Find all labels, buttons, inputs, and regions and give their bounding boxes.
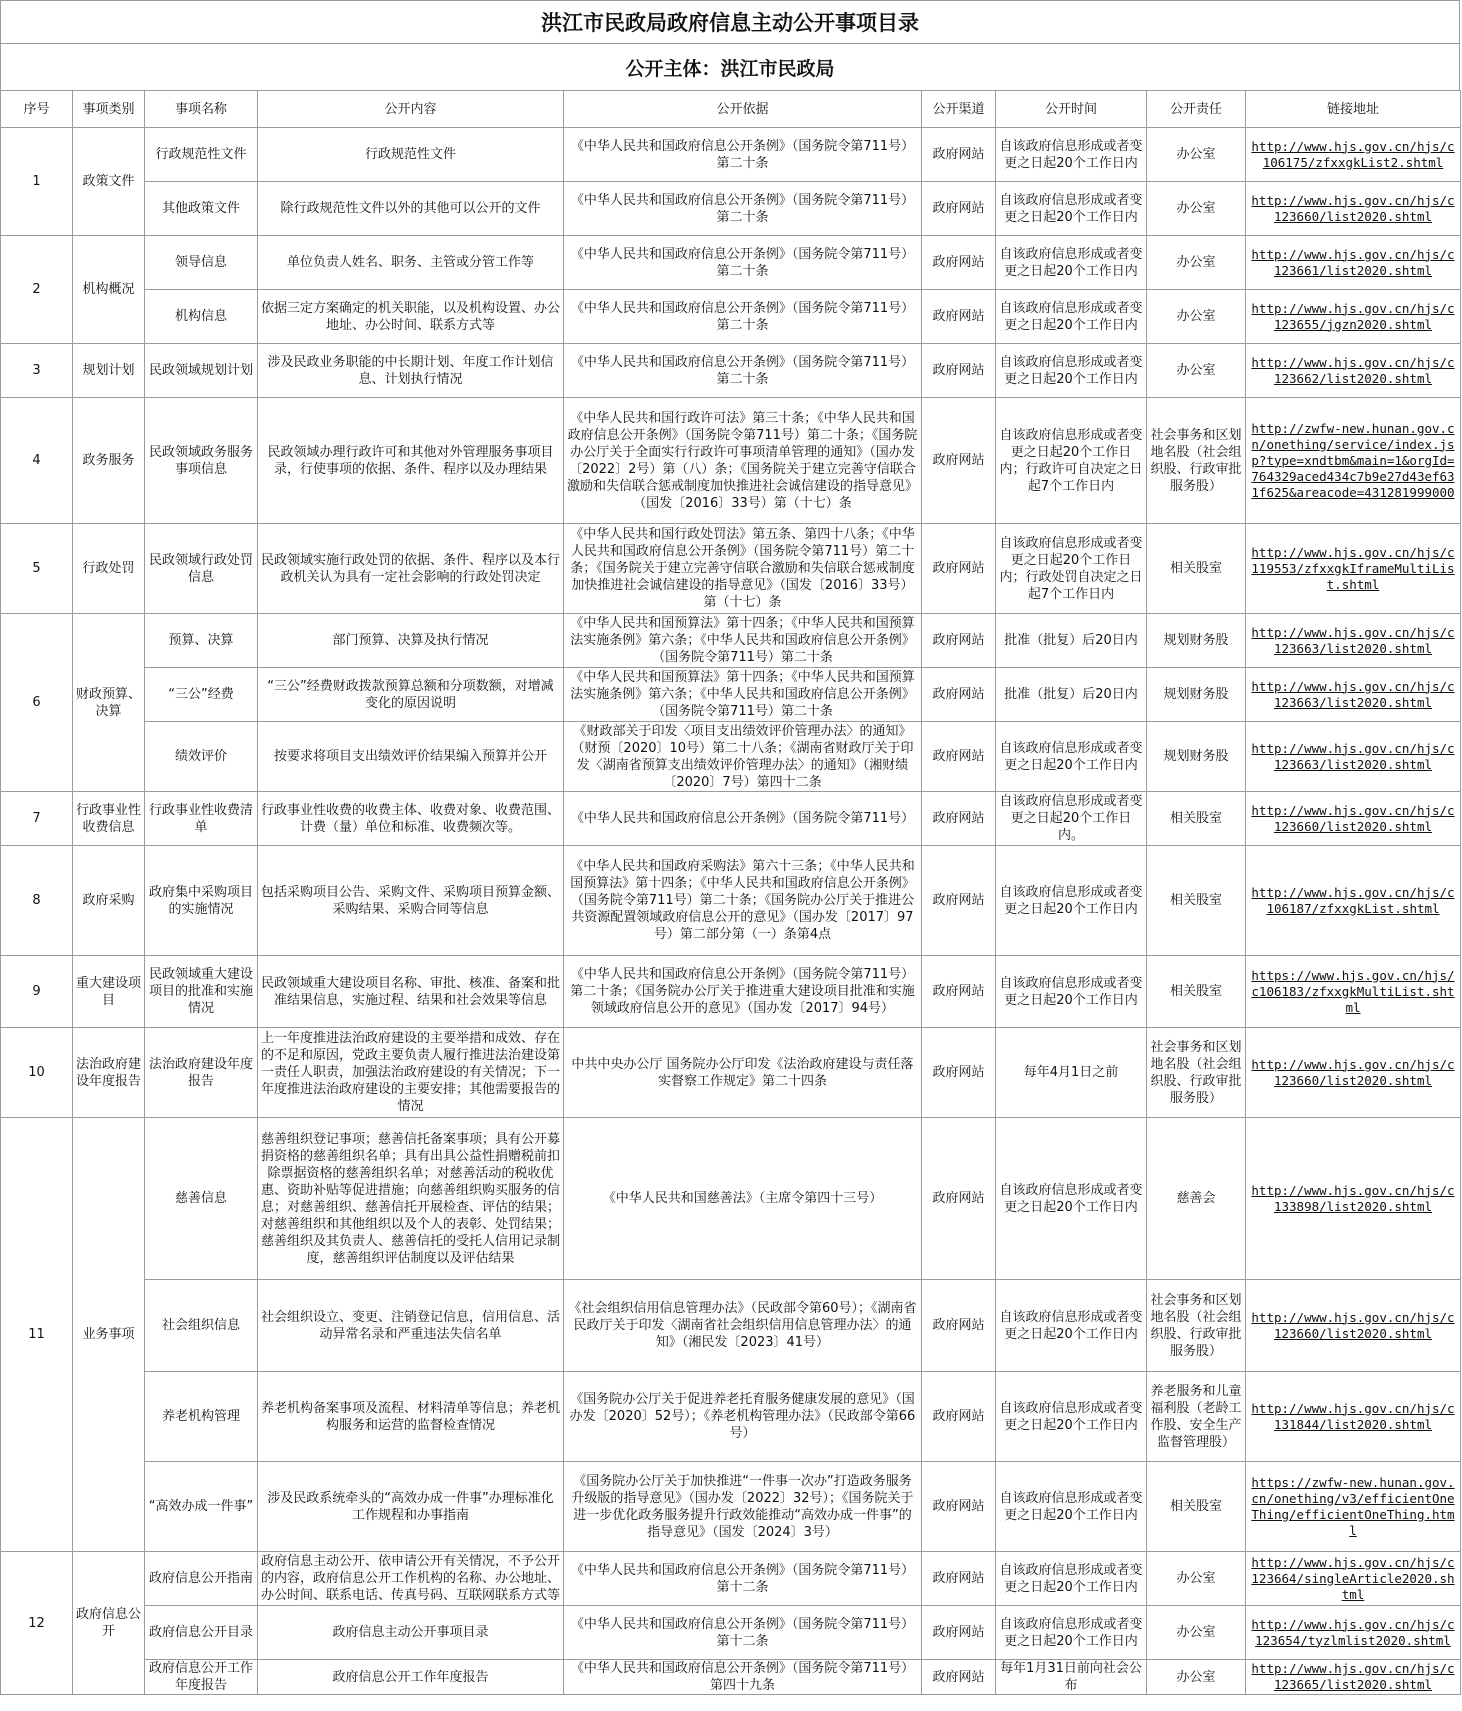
item-basis: 《中华人民共和国政府采购法》第六十三条；《中华人民共和国预算法》第十四条；《中华人民共和国政府信息公开条例》（国务院令第711号）第二十条；《国务院办公厅关于推进公共资源配置领域政府信息公开的意见》（国办发〔2017〕97号）第二部分第（一）条第4点 bbox=[564, 846, 922, 956]
header-duty: 公开责任 bbox=[1147, 91, 1246, 128]
item-link[interactable]: http://www.hjs.gov.cn/hjs/c123663/list2020.shtml bbox=[1246, 668, 1461, 722]
table-row bbox=[1, 614, 1461, 668]
item-channel: 政府网站 bbox=[922, 1118, 996, 1280]
item-category: 政策文件 bbox=[73, 128, 145, 236]
item-link[interactable]: http://www.hjs.gov.cn/hjs/c119553/zfxxgkIframeMultiList.shtml bbox=[1246, 524, 1461, 614]
item-name: 绩效评价 bbox=[145, 722, 258, 792]
item-duty: 办公室 bbox=[1147, 236, 1246, 290]
item-name: 社会组织信息 bbox=[145, 1280, 258, 1372]
item-channel: 政府网站 bbox=[922, 1462, 996, 1552]
item-channel: 政府网站 bbox=[922, 524, 996, 614]
item-name: 民政领域政务服务事项信息 bbox=[145, 398, 258, 524]
item-time: 自该政府信息形成或者变更之日起20个工作日内 bbox=[996, 1462, 1147, 1552]
item-link[interactable]: http://www.hjs.gov.cn/hjs/c123663/list2020.shtml bbox=[1246, 614, 1461, 668]
item-basis: 《社会组织信用信息管理办法》（民政部令第60号）；《湖南省民政厅关于印发〈湖南省社会组织信用信息管理办法〉的通知》（湘民发〔2023〕41号） bbox=[564, 1280, 922, 1372]
item-name: “三公”经费 bbox=[145, 668, 258, 722]
row-number: 2 bbox=[1, 236, 73, 344]
item-content: 涉及民政系统牵头的“高效办成一件事”办理标准化工作规程和办事指南 bbox=[258, 1462, 564, 1552]
item-time: 自该政府信息形成或者变更之日起20个工作日内 bbox=[996, 1118, 1147, 1280]
item-basis: 《中华人民共和国政府信息公开条例》（国务院令第711号）第十二条 bbox=[564, 1606, 922, 1660]
item-link[interactable]: http://www.hjs.gov.cn/hjs/c123660/list2020.shtml bbox=[1246, 1028, 1461, 1118]
item-duty: 社会事务和区划地名股（社会组织股、行政审批服务股） bbox=[1147, 398, 1246, 524]
item-name: 机构信息 bbox=[145, 290, 258, 344]
table-row bbox=[1, 1372, 1461, 1462]
item-basis: 《中华人民共和国预算法》第十四条；《中华人民共和国预算法实施条例》第六条；《中华人民共和国政府信息公开条例》（国务院令第711号）第二十条 bbox=[564, 614, 922, 668]
item-channel: 政府网站 bbox=[922, 1606, 996, 1660]
item-duty: 相关股室 bbox=[1147, 1462, 1246, 1552]
item-basis: 《中华人民共和国政府信息公开条例》（国务院令第711号）第二十条 bbox=[564, 182, 922, 236]
item-category: 政府采购 bbox=[73, 846, 145, 956]
item-content: 慈善组织登记事项；慈善信托备案事项；具有公开募捐资格的慈善组织名单；具有出具公益性捐赠税前扣除票据资格的慈善组织名单；对慈善活动的税收优惠、资助补贴等促进措施；向慈善组织购买服务的信息；对慈善组织、慈善信托开展检查、评估的结果；对慈善组织和其他组织以及个人的表彰、处罚结果；慈善组织及其负责人、慈善信托的受托人信用记录制度，慈善组织评估制度以及评估结果 bbox=[258, 1118, 564, 1280]
item-link[interactable]: http://www.hjs.gov.cn/hjs/c106175/zfxxgkList2.shtml bbox=[1246, 128, 1461, 182]
table-row bbox=[1, 1118, 1461, 1280]
item-channel: 政府网站 bbox=[922, 182, 996, 236]
item-basis: 中共中央办公厅 国务院办公厅印发《法治政府建设与责任落实督察工作规定》第二十四条 bbox=[564, 1028, 922, 1118]
item-category: 重大建设项目 bbox=[73, 956, 145, 1028]
item-link[interactable]: http://www.hjs.gov.cn/hjs/c123655/jgzn2020.shtml bbox=[1246, 290, 1461, 344]
item-time: 自该政府信息形成或者变更之日起20个工作日内 bbox=[996, 1552, 1147, 1606]
header-channel: 公开渠道 bbox=[922, 91, 996, 128]
item-duty: 办公室 bbox=[1147, 1606, 1246, 1660]
item-channel: 政府网站 bbox=[922, 846, 996, 956]
item-category: 规划计划 bbox=[73, 344, 145, 398]
item-time: 自该政府信息形成或者变更之日起20个工作日内 bbox=[996, 344, 1147, 398]
row-number: 10 bbox=[1, 1028, 73, 1118]
item-basis: 《中华人民共和国政府信息公开条例》（国务院令第711号）第四十九条 bbox=[564, 1660, 922, 1695]
item-basis: 《中华人民共和国政府信息公开条例》（国务院令第711号） bbox=[564, 792, 922, 846]
table-row bbox=[1, 1462, 1461, 1552]
item-duty: 相关股室 bbox=[1147, 956, 1246, 1028]
header-basis: 公开依据 bbox=[564, 91, 922, 128]
item-content: 除行政规范性文件以外的其他可以公开的文件 bbox=[258, 182, 564, 236]
item-time: 批准（批复）后20日内 bbox=[996, 668, 1147, 722]
item-link[interactable]: http://www.hjs.gov.cn/hjs/c123660/list2020.shtml bbox=[1246, 792, 1461, 846]
item-time: 每年1月31日前向社会公布 bbox=[996, 1660, 1147, 1695]
item-content: 行政事业性收费的收费主体、收费对象、收费范围、计费（量）单位和标准、收费频次等。 bbox=[258, 792, 564, 846]
item-duty: 办公室 bbox=[1147, 1660, 1246, 1695]
item-name: 政府集中采购项目的实施情况 bbox=[145, 846, 258, 956]
row-number: 8 bbox=[1, 846, 73, 956]
item-basis: 《中华人民共和国慈善法》（主席令第四十三号） bbox=[564, 1118, 922, 1280]
item-name: 民政领域行政处罚信息 bbox=[145, 524, 258, 614]
item-duty: 规划财务股 bbox=[1147, 614, 1246, 668]
item-name: 行政规范性文件 bbox=[145, 128, 258, 182]
row-number: 5 bbox=[1, 524, 73, 614]
item-time: 自该政府信息形成或者变更之日起20个工作日内 bbox=[996, 290, 1147, 344]
item-name: 法治政府建设年度报告 bbox=[145, 1028, 258, 1118]
table-row bbox=[1, 1606, 1461, 1660]
item-duty: 办公室 bbox=[1147, 182, 1246, 236]
item-link[interactable]: http://www.hjs.gov.cn/hjs/c106187/zfxxgkList.shtml bbox=[1246, 846, 1461, 956]
item-time: 每年4月1日之前 bbox=[996, 1028, 1147, 1118]
item-name: 预算、决算 bbox=[145, 614, 258, 668]
item-link[interactable]: http://www.hjs.gov.cn/hjs/c123664/singleArticle2020.shtml bbox=[1246, 1552, 1461, 1606]
item-name: 民政领域重大建设项目的批准和实施情况 bbox=[145, 956, 258, 1028]
item-duty: 规划财务股 bbox=[1147, 722, 1246, 792]
item-channel: 政府网站 bbox=[922, 344, 996, 398]
table-row bbox=[1, 236, 1461, 290]
item-channel: 政府网站 bbox=[922, 1372, 996, 1462]
item-time: 自该政府信息形成或者变更之日起20个工作日内 bbox=[996, 236, 1147, 290]
row-number: 3 bbox=[1, 344, 73, 398]
table-row bbox=[1, 846, 1461, 956]
table-row bbox=[1, 792, 1461, 846]
item-basis: 《中华人民共和国政府信息公开条例》（国务院令第711号）第二十条 bbox=[564, 344, 922, 398]
item-name: 政府信息公开指南 bbox=[145, 1552, 258, 1606]
item-time: 自该政府信息形成或者变更之日起20个工作日内 bbox=[996, 956, 1147, 1028]
item-channel: 政府网站 bbox=[922, 722, 996, 792]
item-content: 民政领域重大建设项目名称、审批、核准、备案和批准结果信息，实施过程、结果和社会效果等信息 bbox=[258, 956, 564, 1028]
item-category: 行政处罚 bbox=[73, 524, 145, 614]
table-row bbox=[1, 1660, 1461, 1695]
item-name: 其他政策文件 bbox=[145, 182, 258, 236]
item-link[interactable]: http://zwfw-new.hunan.gov.cn/onething/service/index.jsp?type=xndtbm&main=1&orgId=764329aced434c7b9e27d43ef631f625&areacode=431281999000 bbox=[1246, 398, 1461, 524]
item-basis: 《国务院办公厅关于加快推进“一件事一次办”打造政务服务升级版的指导意见》（国办发〔2022〕32号）；《国务院关于进一步优化政务服务提升行政效能推动“高效办成一件事”的指导意见》（国发〔2024〕3号） bbox=[564, 1462, 922, 1552]
table-row bbox=[1, 524, 1461, 614]
item-time: 自该政府信息形成或者变更之日起20个工作日内；行政处罚自决定之日起7个工作日内 bbox=[996, 524, 1147, 614]
table-row bbox=[1, 398, 1461, 524]
item-time: 批准（批复）后20日内 bbox=[996, 614, 1147, 668]
item-category: 机构概况 bbox=[73, 236, 145, 344]
item-duty: 办公室 bbox=[1147, 1552, 1246, 1606]
item-duty: 办公室 bbox=[1147, 344, 1246, 398]
item-channel: 政府网站 bbox=[922, 1280, 996, 1372]
table-row bbox=[1, 722, 1461, 792]
item-time: 自该政府信息形成或者变更之日起20个工作日内 bbox=[996, 1372, 1147, 1462]
item-basis: 《国务院办公厅关于促进养老托育服务健康发展的意见》（国办发〔2020〕52号）；《养老机构管理办法》（民政部令第66号） bbox=[564, 1372, 922, 1462]
item-content: “三公”经费财政拨款预算总额和分项数额，对增减变化的原因说明 bbox=[258, 668, 564, 722]
item-basis: 《中华人民共和国政府信息公开条例》（国务院令第711号）第二十条；《国务院办公厅关于推进重大建设项目批准和实施领域政府信息公开的意见》（国办发〔2017〕94号） bbox=[564, 956, 922, 1028]
item-name: 政府信息公开目录 bbox=[145, 1606, 258, 1660]
item-duty: 相关股室 bbox=[1147, 846, 1246, 956]
item-name: 政府信息公开工作年度报告 bbox=[145, 1660, 258, 1695]
page-title: 洪江市民政局政府信息主动公开事项目录 bbox=[0, 0, 1460, 44]
table-body bbox=[1, 128, 1461, 1695]
table-row bbox=[1, 290, 1461, 344]
item-name: 养老机构管理 bbox=[145, 1372, 258, 1462]
item-content: 民政领域实施行政处罚的依据、条件、程序以及本行政机关认为具有一定社会影响的行政处罚决定 bbox=[258, 524, 564, 614]
item-time: 自该政府信息形成或者变更之日起20个工作日内 bbox=[996, 846, 1147, 956]
table-row bbox=[1, 1280, 1461, 1372]
publishing-entity: 公开主体：洪江市民政局 bbox=[0, 43, 1460, 91]
item-duty: 慈善会 bbox=[1147, 1118, 1246, 1280]
item-channel: 政府网站 bbox=[922, 1660, 996, 1695]
item-link[interactable]: http://www.hjs.gov.cn/hjs/c131844/list2020.shtml bbox=[1246, 1372, 1461, 1462]
item-channel: 政府网站 bbox=[922, 614, 996, 668]
item-content: 政府信息主动公开、依申请公开有关情况，不予公开的内容，政府信息公开工作机构的名称、办公地址、办公时间、联系电话、传真号码、互联网联系方式等 bbox=[258, 1552, 564, 1606]
table-row bbox=[1, 1028, 1461, 1118]
table-row bbox=[1, 1552, 1461, 1606]
item-link[interactable]: http://www.hjs.gov.cn/hjs/c123660/list2020.shtml bbox=[1246, 182, 1461, 236]
item-link[interactable]: http://www.hjs.gov.cn/hjs/c123665/list2020.shtml bbox=[1246, 1660, 1461, 1695]
item-content: 政府信息公开工作年度报告 bbox=[258, 1660, 564, 1695]
item-name: 慈善信息 bbox=[145, 1118, 258, 1280]
item-content: 按要求将项目支出绩效评价结果编入预算并公开 bbox=[258, 722, 564, 792]
table-row bbox=[1, 128, 1461, 182]
item-link[interactable]: http://www.hjs.gov.cn/hjs/c123661/list2020.shtml bbox=[1246, 236, 1461, 290]
table-row bbox=[1, 668, 1461, 722]
item-content: 行政规范性文件 bbox=[258, 128, 564, 182]
item-basis: 《中华人民共和国政府信息公开条例》（国务院令第711号）第十二条 bbox=[564, 1552, 922, 1606]
item-link[interactable]: http://www.hjs.gov.cn/hjs/c123662/list2020.shtml bbox=[1246, 344, 1461, 398]
item-content: 单位负责人姓名、职务、主管或分管工作等 bbox=[258, 236, 564, 290]
item-name: 领导信息 bbox=[145, 236, 258, 290]
header-link: 链接地址 bbox=[1246, 91, 1461, 128]
item-basis: 《中华人民共和国政府信息公开条例》（国务院令第711号）第二十条 bbox=[564, 290, 922, 344]
item-duty: 相关股室 bbox=[1147, 792, 1246, 846]
item-category: 业务事项 bbox=[73, 1118, 145, 1552]
item-basis: 《中华人民共和国行政处罚法》第五条、第四十八条；《中华人民共和国政府信息公开条例》（国务院令第711号）第二十条；《国务院关于建立完善守信联合激励和失信联合惩戒制度加快推进社会诚信建设的指导意见》（国发〔2016〕33号）第（十七）条 bbox=[564, 524, 922, 614]
row-number: 12 bbox=[1, 1552, 73, 1695]
item-category: 政府信息公开 bbox=[73, 1552, 145, 1695]
header-content: 公开内容 bbox=[258, 91, 564, 128]
item-channel: 政府网站 bbox=[922, 1028, 996, 1118]
item-time: 自该政府信息形成或者变更之日起20个工作日内 bbox=[996, 1606, 1147, 1660]
item-time: 自该政府信息形成或者变更之日起20个工作日内 bbox=[996, 722, 1147, 792]
item-channel: 政府网站 bbox=[922, 956, 996, 1028]
item-duty: 办公室 bbox=[1147, 290, 1246, 344]
item-time: 自该政府信息形成或者变更之日起20个工作日内。 bbox=[996, 792, 1147, 846]
item-content: 部门预算、决算及执行情况 bbox=[258, 614, 564, 668]
item-link[interactable]: http://www.hjs.gov.cn/hjs/c123654/tyzlmlist2020.shtml bbox=[1246, 1606, 1461, 1660]
item-content: 包括采购项目公告、采购文件、采购项目预算金额、采购结果、采购合同等信息 bbox=[258, 846, 564, 956]
row-number: 4 bbox=[1, 398, 73, 524]
item-channel: 政府网站 bbox=[922, 792, 996, 846]
item-name: 民政领域规划计划 bbox=[145, 344, 258, 398]
item-content: 社会组织设立、变更、注销登记信息，信用信息、活动异常名录和严重违法失信名单 bbox=[258, 1280, 564, 1372]
header-time: 公开时间 bbox=[996, 91, 1147, 128]
item-duty: 规划财务股 bbox=[1147, 668, 1246, 722]
item-content: 上一年度推进法治政府建设的主要举措和成效、存在的不足和原因，党政主要负责人履行推进法治建设第一责任人职责，加强法治政府建设的有关情况；下一年度推进法治政府建设的主要安排；其他需要报告的情况 bbox=[258, 1028, 564, 1118]
item-basis: 《中华人民共和国政府信息公开条例》（国务院令第711号）第二十条 bbox=[564, 128, 922, 182]
directory-table bbox=[0, 90, 1461, 1695]
item-basis: 《中华人民共和国政府信息公开条例》（国务院令第711号）第二十条 bbox=[564, 236, 922, 290]
table-header-row bbox=[1, 91, 1461, 128]
row-number: 11 bbox=[1, 1118, 73, 1552]
row-number: 6 bbox=[1, 614, 73, 792]
item-time: 自该政府信息形成或者变更之日起20个工作日内；行政许可自决定之日起7个工作日内 bbox=[996, 398, 1147, 524]
item-duty: 养老服务和儿童福利股（老龄工作股、安全生产监督管理股） bbox=[1147, 1372, 1246, 1462]
table-row bbox=[1, 956, 1461, 1028]
table-row bbox=[1, 344, 1461, 398]
item-category: 财政预算、决算 bbox=[73, 614, 145, 792]
item-basis: 《中华人民共和国行政许可法》第三十条；《中华人民共和国政府信息公开条例》（国务院令第711号）第二十条；《国务院办公厅关于全面实行行政许可事项清单管理的通知》（国办发〔2022〕2号）第（八）条；《国务院关于建立完善守信联合激励和失信联合惩戒制度加快推进社会诚信建设的指导意见》（国发〔2016〕33号）第（十七）条 bbox=[564, 398, 922, 524]
item-content: 涉及民政业务职能的中长期计划、年度工作计划信息、计划执行情况 bbox=[258, 344, 564, 398]
item-channel: 政府网站 bbox=[922, 128, 996, 182]
item-link[interactable]: http://www.hjs.gov.cn/hjs/c133898/list2020.shtml bbox=[1246, 1118, 1461, 1280]
item-content: 依据三定方案确定的机关职能，以及机构设置、办公地址、办公时间、联系方式等 bbox=[258, 290, 564, 344]
item-time: 自该政府信息形成或者变更之日起20个工作日内 bbox=[996, 182, 1147, 236]
item-link[interactable]: https://zwfw-new.hunan.gov.cn/onething/v3/efficientOneThing/efficientOneThing.html bbox=[1246, 1462, 1461, 1552]
item-basis: 《中华人民共和国预算法》第十四条；《中华人民共和国预算法实施条例》第六条；《中华人民共和国政府信息公开条例》（国务院令第711号）第二十条 bbox=[564, 668, 922, 722]
item-duty: 办公室 bbox=[1147, 128, 1246, 182]
header-item-name: 事项名称 bbox=[145, 91, 258, 128]
item-duty: 社会事务和区划地名股（社会组织股、行政审批服务股） bbox=[1147, 1280, 1246, 1372]
header-no: 序号 bbox=[1, 91, 73, 128]
table-row bbox=[1, 182, 1461, 236]
item-duty: 相关股室 bbox=[1147, 524, 1246, 614]
item-link[interactable]: http://www.hjs.gov.cn/hjs/c123663/list2020.shtml bbox=[1246, 722, 1461, 792]
item-name: “高效办成一件事” bbox=[145, 1462, 258, 1552]
item-name: 行政事业性收费清单 bbox=[145, 792, 258, 846]
item-link[interactable]: http://www.hjs.gov.cn/hjs/c123660/list2020.shtml bbox=[1246, 1280, 1461, 1372]
row-number: 7 bbox=[1, 792, 73, 846]
item-link[interactable]: https://www.hjs.gov.cn/hjs/c106183/zfxxgkMultiList.shtml bbox=[1246, 956, 1461, 1028]
item-category: 行政事业性收费信息 bbox=[73, 792, 145, 846]
item-channel: 政府网站 bbox=[922, 290, 996, 344]
item-category: 政务服务 bbox=[73, 398, 145, 524]
item-time: 自该政府信息形成或者变更之日起20个工作日内 bbox=[996, 1280, 1147, 1372]
item-content: 政府信息主动公开事项目录 bbox=[258, 1606, 564, 1660]
row-number: 9 bbox=[1, 956, 73, 1028]
item-basis: 《财政部关于印发〈项目支出绩效评价管理办法〉的通知》（财预〔2020〕10号）第二十八条；《湖南省财政厅关于印发〈湖南省预算支出绩效评价管理办法〉的通知》（湘财绩〔2020〕7号）第四十二条 bbox=[564, 722, 922, 792]
item-category: 法治政府建设年度报告 bbox=[73, 1028, 145, 1118]
item-channel: 政府网站 bbox=[922, 668, 996, 722]
item-content: 养老机构备案事项及流程、材料清单等信息；养老机构服务和运营的监督检查情况 bbox=[258, 1372, 564, 1462]
item-content: 民政领域办理行政许可和其他对外管理服务事项目录，行使事项的依据、条件、程序以及办理结果 bbox=[258, 398, 564, 524]
item-channel: 政府网站 bbox=[922, 236, 996, 290]
row-number: 1 bbox=[1, 128, 73, 236]
header-category: 事项类别 bbox=[73, 91, 145, 128]
item-time: 自该政府信息形成或者变更之日起20个工作日内 bbox=[996, 128, 1147, 182]
item-channel: 政府网站 bbox=[922, 398, 996, 524]
item-channel: 政府网站 bbox=[922, 1552, 996, 1606]
item-duty: 社会事务和区划地名股（社会组织股、行政审批服务股） bbox=[1147, 1028, 1246, 1118]
